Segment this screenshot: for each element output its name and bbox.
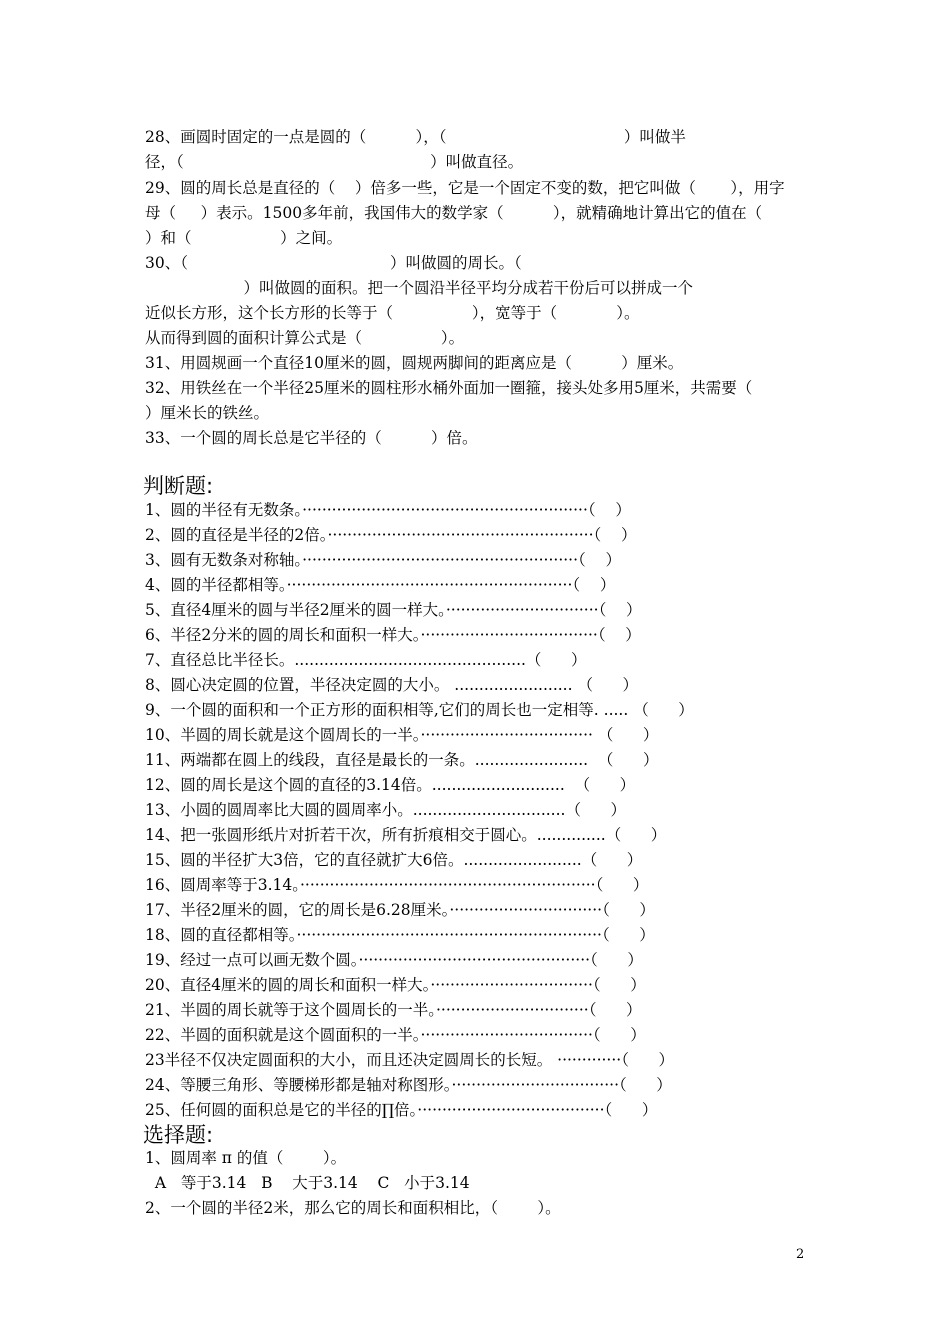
choice-q2: 2、一个圆的半径2米，那么它的周长和面积相比，（ ）。: [145, 1199, 561, 1217]
judgement-item: 21、半圆的周长就等于这个圆周长的一半。·······························（ ）: [145, 1001, 642, 1019]
judgement-item: 25、任何圆的面积总是它的半径的∏倍。······································（ ）: [145, 1101, 658, 1119]
judgement-item: 23半径不仅决定圆面积的大小，而且还决定圆周长的长短。 ·············（ ）: [145, 1051, 675, 1069]
judgement-item: 5、直径4厘米的圆与半径2厘米的圆一样大。·······························（ ）: [145, 601, 642, 619]
judgement-item: 24、等腰三角形、等腰梯形都是轴对称图形。··································（ ）: [145, 1076, 672, 1094]
judgement-item: 12、圆的周长是这个圆的直径的3.14倍。........................... （ ）: [145, 776, 636, 794]
q30-line3: 近似长方形，这个长方形的长等于（ ），宽等于（ ）。: [145, 304, 640, 322]
q28-line2: 径，（ ）叫做直径。: [145, 153, 524, 171]
choice-q1: 1、圆周率 π 的值（ ）。: [145, 1149, 347, 1167]
judgement-item: 15、圆的半径扩大3倍，它的直径就扩大6倍。........................（ ）: [145, 851, 643, 869]
judgement-item: 10、半圆的周长就是这个圆周长的一半。··································· （ ）: [145, 726, 659, 744]
judgement-item: 16、圆周率等于3.14。····························································（ ）: [145, 876, 649, 894]
judgement-item: 17、半径2厘米的圆，它的周长是6.28厘米。·······························（ ）: [145, 901, 655, 919]
q30-line1: 30、（ ）叫做圆的周长。（: [145, 254, 522, 272]
page-number: 2: [796, 1247, 805, 1262]
judgement-item: 1、圆的半径有无数条。··························································（ ）: [145, 501, 631, 519]
q28-line1: 28、画圆时固定的一点是圆的（ ），（ ）叫做半: [145, 128, 686, 146]
judgement-item: 2、圆的直径是半径的2倍。······················································（ ）: [145, 526, 637, 544]
judgement-item: 6、半径2分米的圆的周长和面积一样大。····································（ ）: [145, 626, 641, 644]
judgement-item: 22、半圆的面积就是这个圆面积的一半。···································（ ）: [145, 1026, 646, 1044]
q29-line3: ）和（ ）之间。: [145, 229, 343, 247]
q30-line4: 从而得到圆的面积计算公式是（ ）。: [145, 329, 465, 347]
q29-line2: 母（ ）表示。1500多年前，我国伟大的数学家（ ），就精确地计算出它的值在（: [145, 204, 763, 222]
judgement-item: 20、直径4厘米的圆的周长和面积一样大。·································（ ）: [145, 976, 646, 994]
judgement-title: 判断题:: [143, 474, 214, 498]
q33-line: 33、一个圆的周长总是它半径的（ ）倍。: [145, 429, 478, 447]
choice-q1-options: A 等于3.14 B 大于3.14 C 小于3.14: [145, 1174, 470, 1192]
judgement-item: 7、直径总比半径长。...............................................（ ）: [145, 651, 587, 669]
judgement-item: 8、圆心决定圆的位置，半径决定圆的大小。 ........................ （ ）: [145, 676, 639, 694]
judgement-item: 11、两端都在圆上的线段，直径是最长的一条。....................... （ ）: [145, 751, 659, 769]
q31-line: 31、用圆规画一个直径10厘米的圆，圆规两脚间的距离应是（ ）厘米。: [145, 354, 684, 372]
q30-line2: ）叫做圆的面积。把一个圆沿半径平均分成若干份后可以拼成一个: [145, 279, 694, 297]
judgement-item: 14、把一张圆形纸片对折若干次，所有折痕相交于圆心。..............（ ）: [145, 826, 667, 844]
judgement-item: 3、圆有无数条对称轴。························································（ ）: [145, 551, 621, 569]
choice-title: 选择题:: [143, 1123, 214, 1147]
judgement-item: 13、小圆的圆周率比大圆的圆周率小。...............................（ ）: [145, 801, 627, 819]
q32-line2: ）厘米长的铁丝。: [145, 404, 270, 422]
judgement-item: 4、圆的半径都相等。··························································（ ）: [145, 576, 616, 594]
q29-line1: 29、圆的周长总是直径的（ ）倍多一些，它是一个固定不变的数，把它叫做（ ），用字: [145, 179, 785, 197]
judgement-item: 18、圆的直径都相等。······························································（ ）: [145, 926, 655, 944]
q32-line1: 32、用铁丝在一个半径25厘米的圆柱形水桶外面加一圈箍，接头处多用5厘米，共需要（: [145, 379, 753, 397]
judgement-item: 9、一个圆的面积和一个正方形的面积相等,它们的周长也一定相等. ..... （ ）: [145, 701, 694, 719]
judgement-item: 19、经过一点可以画无数个圆。···············································（ ）: [145, 951, 643, 969]
